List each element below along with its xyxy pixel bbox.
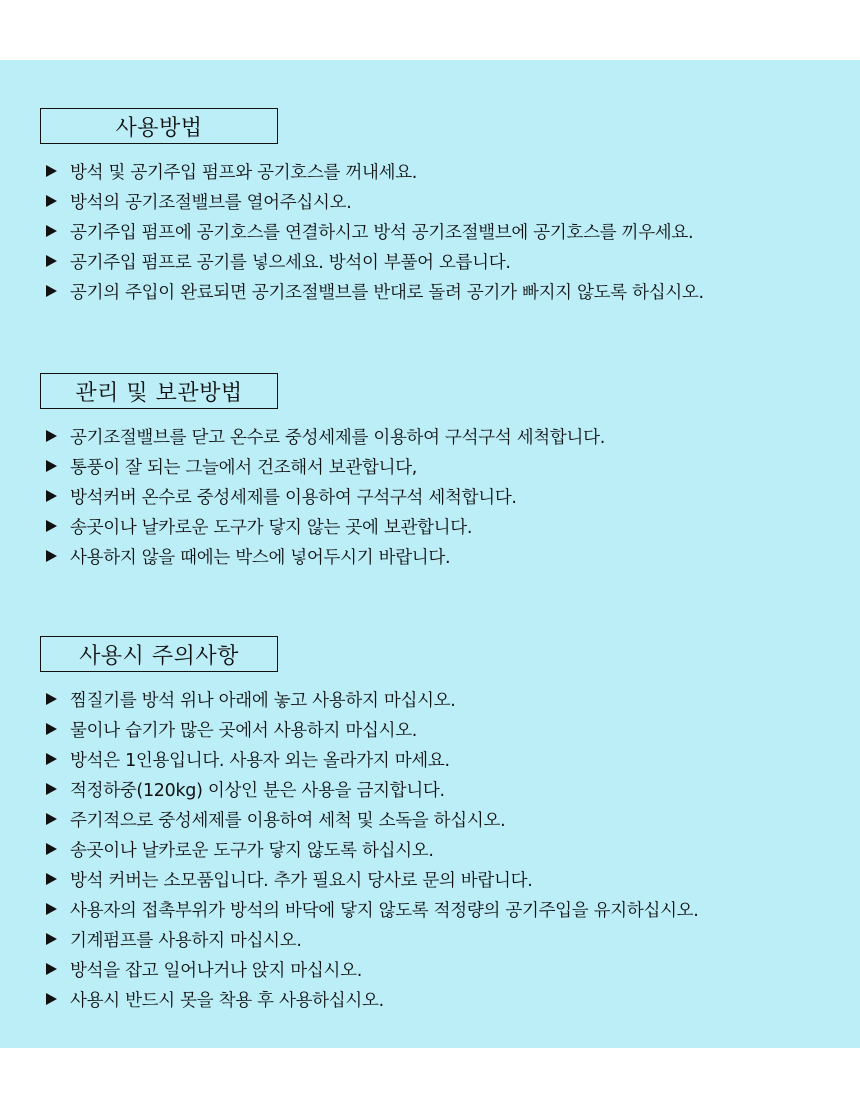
- list-item: [40, 954, 840, 984]
- list-item-text: 사용자의 접촉부위가 방석의 바닥에 닿지 않도록 적정량의 공기주입을 유지하십시오.: [70, 900, 699, 921]
- list-item-text: 사용하지 않을 때에는 박스에 넣어두시기 바랍니다.: [70, 547, 451, 568]
- list-item: [40, 421, 840, 451]
- list-item: [40, 541, 840, 571]
- list-item: [40, 246, 840, 276]
- triangle-bullet-icon: [46, 963, 57, 975]
- list-item: [40, 924, 840, 954]
- list-item-text: 방석커버 온수로 중성세제를 이용하여 구석구석 세척합니다.: [70, 487, 517, 508]
- care-storage-section: [40, 373, 840, 571]
- triangle-bullet-icon: [46, 693, 57, 705]
- triangle-bullet-icon: [46, 285, 57, 297]
- list-item: [40, 834, 840, 864]
- list-item-text: 주기적으로 중성세제를 이용하여 세척 및 소독을 하십시오.: [70, 810, 506, 831]
- triangle-bullet-icon: [46, 490, 57, 502]
- triangle-bullet-icon: [46, 993, 57, 1005]
- list-item-text: 방석 커버는 소모품입니다. 추가 필요시 당사로 문의 바랍니다.: [70, 870, 533, 891]
- list-item: [40, 511, 840, 541]
- triangle-bullet-icon: [46, 460, 57, 472]
- list-item: [40, 984, 840, 1014]
- triangle-bullet-icon: [46, 255, 57, 267]
- list-item-text: 방석의 공기조절밸브를 열어주십시오.: [70, 192, 352, 213]
- list-item: [40, 714, 840, 744]
- triangle-bullet-icon: [46, 195, 57, 207]
- list-item: [40, 156, 840, 186]
- list-item: [40, 744, 840, 774]
- care-storage-list: [40, 421, 840, 571]
- list-item-text: 기계펌프를 사용하지 마십시오.: [70, 930, 302, 951]
- list-item-text: 송곳이나 날카로운 도구가 닿지 않는 곳에 보관합니다.: [70, 517, 473, 538]
- list-item-text: 방석은 1인용입니다. 사용자 외는 올라가지 마세요.: [70, 750, 450, 771]
- list-item: [40, 481, 840, 511]
- usage-section-title: 사용방법: [40, 108, 278, 144]
- list-item: [40, 216, 840, 246]
- list-item-text: 송곳이나 날카로운 도구가 닿지 않도록 하십시오.: [70, 840, 434, 861]
- list-item-text: 물이나 습기가 많은 곳에서 사용하지 마십시오.: [70, 720, 418, 741]
- list-item-text: 사용시 반드시 못을 착용 후 사용하십시오.: [70, 990, 384, 1011]
- list-item-text: 통풍이 잘 되는 그늘에서 건조해서 보관합니다,: [70, 457, 418, 478]
- triangle-bullet-icon: [46, 165, 57, 177]
- triangle-bullet-icon: [46, 843, 57, 855]
- caution-section-title: 사용시 주의사항: [40, 636, 278, 672]
- list-item-text: 방석을 잡고 일어나거나 앉지 마십시오.: [70, 960, 362, 981]
- triangle-bullet-icon: [46, 783, 57, 795]
- list-item-text: 공기주입 펌프에 공기호스를 연결하시고 방석 공기조절밸브에 공기호스를 끼우세요.: [70, 222, 694, 243]
- list-item: [40, 276, 840, 306]
- list-item-text: 공기의 주입이 완료되면 공기조절밸브를 반대로 돌려 공기가 빠지지 않도록 하십시오.: [70, 282, 704, 303]
- triangle-bullet-icon: [46, 225, 57, 237]
- list-item: [40, 451, 840, 481]
- care-storage-section-title: 관리 및 보관방법: [40, 373, 278, 409]
- list-item-text: 방석 및 공기주입 펌프와 공기호스를 꺼내세요.: [70, 162, 418, 183]
- triangle-bullet-icon: [46, 873, 57, 885]
- triangle-bullet-icon: [46, 520, 57, 532]
- list-item: [40, 864, 840, 894]
- list-item-text: 적정하중(120kg) 이상인 분은 사용을 금지합니다.: [70, 780, 445, 801]
- triangle-bullet-icon: [46, 753, 57, 765]
- list-item-text: 찜질기를 방석 위나 아래에 놓고 사용하지 마십시오.: [70, 690, 456, 711]
- caution-list: [40, 684, 840, 1014]
- triangle-bullet-icon: [46, 550, 57, 562]
- list-item: [40, 774, 840, 804]
- usage-list: [40, 156, 840, 306]
- triangle-bullet-icon: [46, 430, 57, 442]
- caution-section: [40, 636, 840, 1014]
- list-item-text: 공기조절밸브를 닫고 온수로 중성세제를 이용하여 구석구석 세척합니다.: [70, 427, 605, 448]
- list-item: [40, 186, 840, 216]
- list-item-text: 공기주입 펌프로 공기를 넣으세요. 방석이 부풀어 오릅니다.: [70, 252, 511, 273]
- triangle-bullet-icon: [46, 723, 57, 735]
- instruction-panel: [0, 60, 860, 1048]
- triangle-bullet-icon: [46, 903, 57, 915]
- list-item: [40, 894, 840, 924]
- usage-section: [40, 108, 840, 306]
- list-item: [40, 684, 840, 714]
- triangle-bullet-icon: [46, 813, 57, 825]
- triangle-bullet-icon: [46, 933, 57, 945]
- list-item: [40, 804, 840, 834]
